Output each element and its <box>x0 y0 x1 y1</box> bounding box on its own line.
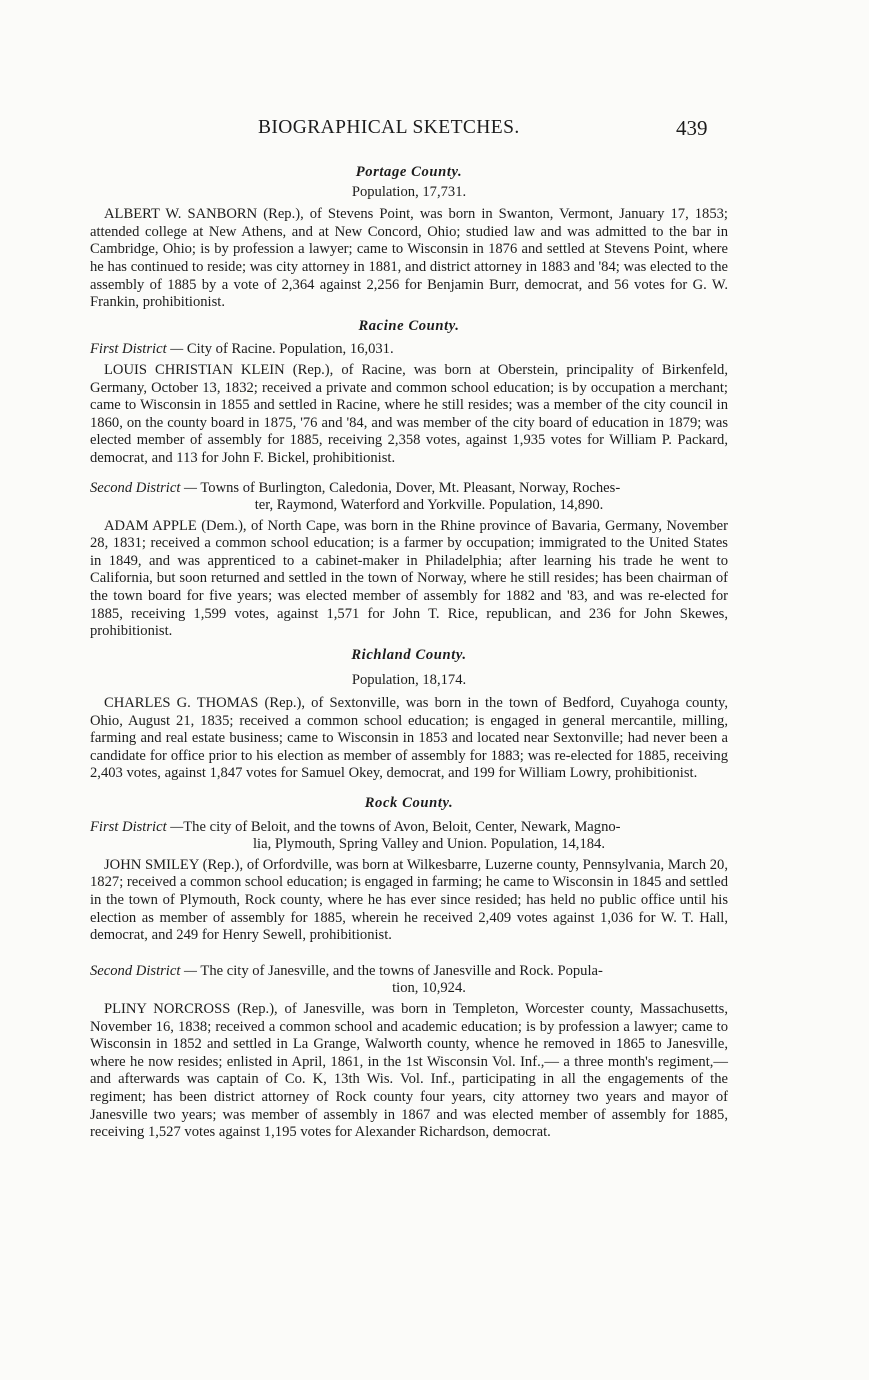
bio-norcross: PLINY NORCROSS (Rep.), of Janesville, was born in Templeton, Worcester county, Massachusetts, November 16, 1838; received a common school and academic education; is by profession a lawyer; came to Wisconsin in 1852 and settled in La Grange, Walworth county, whence he removed in 1865 to Janesville, where he now resides; enlisted in April, 1861, in the 1st Wisconsin Vol. Inf.,— a three month's regiment,— and afterwards was captain of Co. K, 13th Wis. Vol. Inf., participating in all the engagements of the regiment; has been district attorney of Rock county four years, city attorney two years and mayor of Janesville two years; was member of assembly in 1867 and was elected member of assembly for 1885, receiving 1,527 votes against 1,195 votes for Alexander Richardson, democrat. <box>90 1000 728 1141</box>
district-description-continued: lia, Plymouth, Spring Valley and Union. Population, 14,184. <box>252 836 605 853</box>
district-description-continued: tion, 10,924. <box>392 980 466 997</box>
district-label: First District — <box>90 341 184 358</box>
bio-apple: ADAM APPLE (Dem.), of North Cape, was born in the Rhine province of Bavaria, Germany, November 28, 1831; received a common school education; is a farmer by occupation; immigrated to the United States in 1849, and was apprenticed to a cabinet-maker in Philadelphia; after learning his trade he went to California, but soon returned and settled in the town of Norway, where he still resides; has been chairman of the town board for five years; was elected member of assembly for 1882 and '83, and was re-elected for 1885, receiving 1,599 votes, against 1,571 for John T. Rice, republican, and 236 for John Skewes, prohibitionist. <box>90 517 728 640</box>
county-heading-racine: Racine County. <box>358 317 460 334</box>
bio-smiley: JOHN SMILEY (Rep.), of Orfordville, was born at Wilkesbarre, Luzerne county, Pennsylvania, March 20, 1827; received a common school education; is engaged in farming; he came to Wisconsin in 1845 and settled in the town of Plymouth, Rock county, where he has ever since resided; has held no public office until his election as member of assembly for 1885, wherein he received 2,409 votes against 1,036 for W. T. Hall, democrat, and 249 for Henry Sewell, prohibitionist. <box>90 856 728 944</box>
district-description-continued: ter, Raymond, Waterford and Yorkville. Population, 14,890. <box>254 497 604 514</box>
district-label: Second District — <box>90 962 198 979</box>
county-heading-portage: Portage County. <box>355 164 463 180</box>
bio-klein: LOUIS CHRISTIAN KLEIN (Rep.), of Racine, was born at Oberstein, principality of Birkenfeld, Germany, October 13, 1832; received a private and common school education; is by occupation a merchant; came to Wisconsin in 1855 and settled in Racine, where he still resides; was a member of the city council in 1860, on the county board in 1875, '76 and '84, and was member of the city board of education in 1879; was elected member of assembly for 1885, receiving 2,358 votes, against 1,935 votes for William P. Packard, democrat, and 113 for John F. Bickel, prohibitionist. <box>90 361 728 466</box>
page-header <box>0 117 869 139</box>
county-heading-richland: Richland County. <box>351 646 467 663</box>
running-title: BIOGRAPHICAL SKETCHES. <box>258 117 520 138</box>
district-racine-second <box>90 480 728 515</box>
district-label: Second District — <box>90 479 198 496</box>
population-richland: Population, 18,174. <box>351 672 467 689</box>
district-description: Towns of Burlington, Caledonia, Dover, Mt. Pleasant, Norway, Roches- <box>197 479 621 496</box>
district-description: The city of Beloit, and the towns of Avon, Beloit, Center, Newark, Magno- <box>183 818 621 835</box>
bio-thomas: CHARLES G. THOMAS (Rep.), of Sextonville, was born in the town of Bedford, Cuyahoga county, Ohio, August 21, 1835; received a common school education; is engaged in general mercantile, milling, farming and real estate business; came to Wisconsin in 1853 and located near Sextonville; had never been a candidate for office prior to his election as member of assembly for 1883; was re-elected for 1885, receiving 2,403 votes, against 1,847 votes for Samuel Okey, democrat, and 199 for William Lowry, prohibitionist. <box>90 695 728 782</box>
page-number: 439 <box>676 116 708 140</box>
district-description: City of Racine. Population, 16,031. <box>183 341 394 358</box>
district-rock-second <box>90 963 728 998</box>
district-racine-first <box>90 341 728 359</box>
bio-sanborn: ALBERT W. SANBORN (Rep.), of Stevens Point, was born in Swanton, Vermont, January 17, 1853; attended college at New Athens, and at New Concord, Ohio; studied law and was admitted to the bar in Cambridge, Ohio; is by profession a lawyer; came to Wisconsin in 1876 and settled at Stevens Point, where he has continued to reside; was city attorney in 1881, and district attorney in 1883 and '84; was elected to the assembly of 1885 by a vote of 2,364 against 2,256 for Benjamin Burr, democrat, and 56 votes for G. W. Frankin, prohibitionist. <box>90 206 728 311</box>
page-body <box>90 164 728 1142</box>
district-rock-first <box>90 819 728 854</box>
district-description: The city of Janesville, and the towns of Janesville and Rock. Popula- <box>197 962 603 979</box>
county-heading-rock: Rock County. <box>364 795 454 811</box>
population-portage: Population, 17,731. <box>351 183 467 200</box>
district-label: First District — <box>90 818 184 835</box>
